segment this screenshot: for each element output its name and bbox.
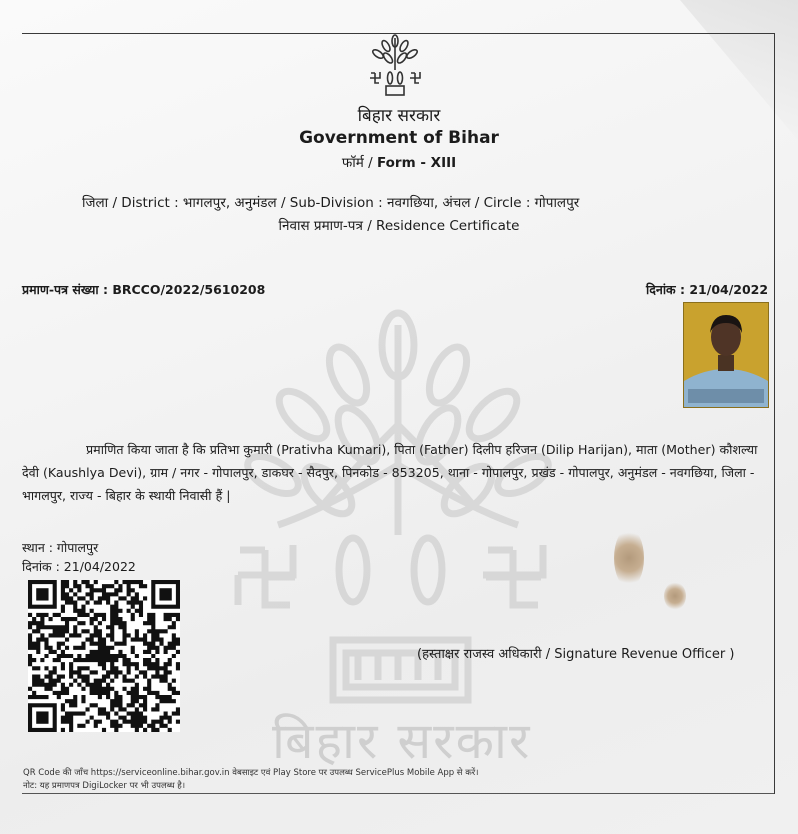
bihar-emblem-icon xyxy=(366,34,424,98)
form-label-english: Form - XIII xyxy=(376,155,457,171)
qr-verification-note: QR Code की जाँच https://serviceonline.bihar.gov.in वेबसाइट एवं Play Store पर उपलब्ध ServicePlus Mobile App से करें। xyxy=(23,768,479,778)
title-english: Government of Bihar xyxy=(299,128,499,148)
applicant-photo xyxy=(683,302,769,408)
qr-finder-pattern xyxy=(151,580,180,609)
digilocker-note: नोट: यह प्रमाणपत्र DigiLocker पर भी उपलब्ध है। xyxy=(23,781,186,791)
person-photo-icon xyxy=(684,303,768,407)
qr-finder-pattern xyxy=(28,703,57,732)
location-line: जिला / District : भागलपुर, अनुमंडल / Sub-Division : नवगछिया, अंचल / Circle : गोपालपुर xyxy=(82,195,580,211)
paper-stain xyxy=(614,528,644,588)
certificate-number: प्रमाण-पत्र संख्या : BRCCO/2022/5610208 xyxy=(22,282,266,297)
qr-finder-pattern xyxy=(28,580,57,609)
form-label-hindi: फॉर्म / xyxy=(341,155,373,171)
place: स्थान : गोपालपुर xyxy=(22,540,99,555)
watermark-text: बिहार सरकार xyxy=(272,712,532,770)
certificate-border-bottom xyxy=(22,793,774,794)
issue-date-bottom: दिनांक : 21/04/2022 xyxy=(22,559,136,574)
qr-code[interactable] xyxy=(28,580,180,732)
signature-label: (हस्ताक्षर राजस्व अधिकारी / Signature Revenue Officer ) xyxy=(417,647,735,662)
form-number xyxy=(0,153,798,171)
issue-date-top: दिनांक : 21/04/2022 xyxy=(646,282,769,297)
certificate-type: निवास प्रमाण-पत्र / Residence Certificate xyxy=(278,218,520,234)
paper-stain xyxy=(664,582,686,610)
title-hindi: बिहार सरकार xyxy=(357,106,441,126)
certificate-body: प्रमाणित किया जाता है कि प्रतिभा कुमारी (Prativha Kumari), पिता (Father) दिलीप हरिजन (Dilip Harijan), माता (Mother) कौशल्या देवी (Kaushlya Devi), ग्राम / नगर - गोपालपुर, डाकघर - सैदपुर, पिनकोड - 853205, थाना - गोपालपुर, प्रखंड - गोपालपुर, अनुमंडल - नवगछिया, जिला - भागलपुर, राज्य - बिहार के स्थायी निवासी हैं | xyxy=(22,442,758,503)
